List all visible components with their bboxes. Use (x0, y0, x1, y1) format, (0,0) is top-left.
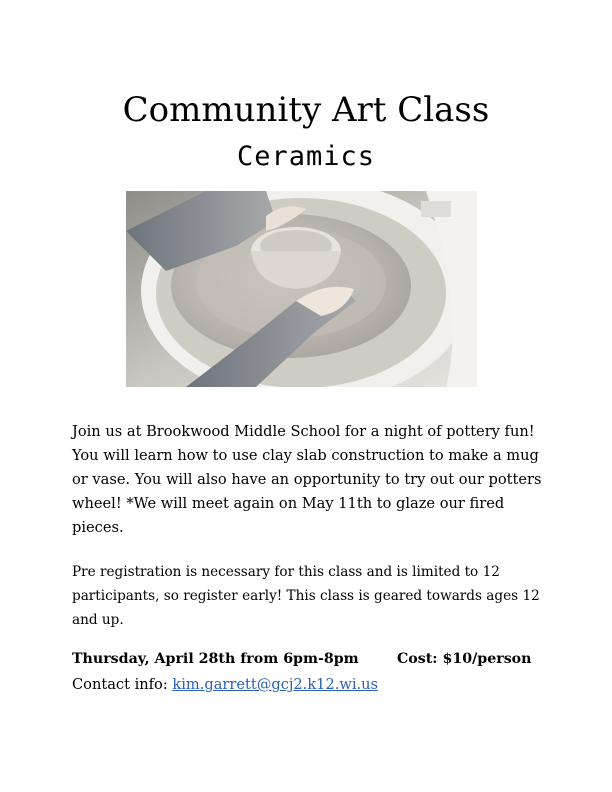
page-subtitle: Ceramics (236, 141, 376, 172)
registration-paragraph: Pre registration is necessary for this class and is limited to 12 participants, so register early! This class is geared towards ages 12 and up. (72, 564, 540, 628)
contact-label: Contact info: (72, 676, 173, 693)
event-date-time: Thursday, April 28th from 6pm-8pm (72, 651, 359, 667)
description-paragraph: Join us at Brookwood Middle School for a night of pottery fun! You will learn how to use clay slab construction to make a mug or vase. You will also have an opportunity to try out our potters wheel! *We will meet again on May 11th to glaze our fired pieces. (72, 423, 542, 536)
page-title: Community Art Class (122, 90, 490, 130)
event-cost: Cost: $10/person (397, 651, 532, 667)
contact-email-link[interactable]: kim.garrett@gcj2.k12.wi.us (172, 676, 379, 693)
contact-line (72, 676, 378, 693)
pottery-wheel-photo (126, 191, 477, 387)
